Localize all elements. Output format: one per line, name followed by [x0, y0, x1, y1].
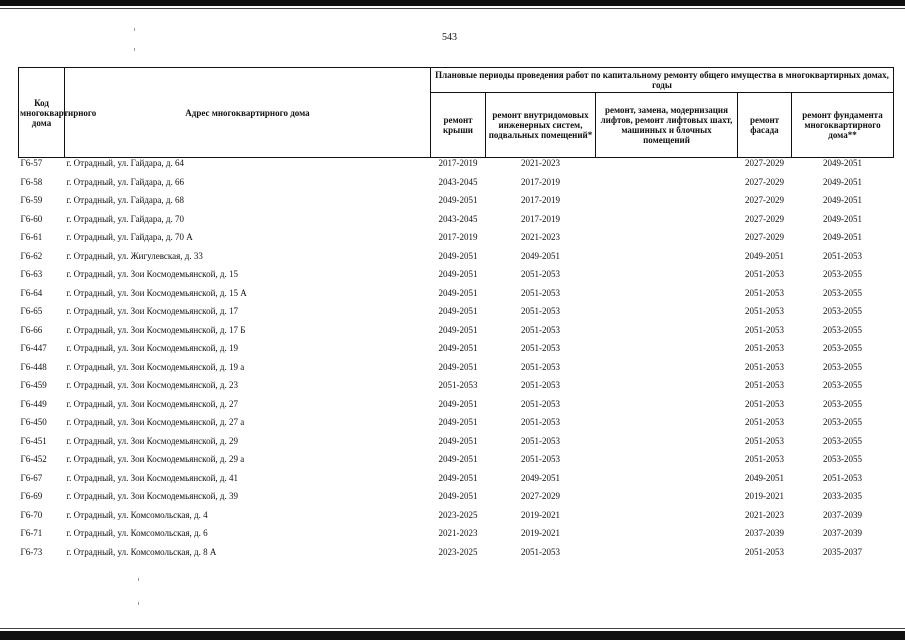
cell-code: Г6-459 — [20, 380, 47, 390]
top-border — [0, 0, 905, 6]
header-periods: Плановые периоды проведения работ по капитальному ремонту общего имущества в многоквартирных домах, годы — [431, 68, 894, 93]
table-row — [19, 251, 894, 270]
cell-address: г. Отрадный, ул. Гайдара, д. 66 — [66, 176, 185, 187]
cell-elevators — [596, 232, 738, 251]
scan-speck — [138, 578, 139, 581]
cell-elevators — [596, 343, 738, 362]
cell-elevators — [596, 306, 738, 325]
cell-engineering: 2051-2053 — [521, 324, 560, 335]
cell-code: Г6-448 — [20, 361, 47, 372]
cell-roof: 2049-2051 — [438, 306, 478, 316]
repair-schedule-table — [18, 67, 894, 565]
cell-facade: 2051-2053 — [745, 306, 784, 316]
cell-foundation: 2053-2055 — [823, 361, 862, 372]
cell-facade: 2051-2053 — [745, 454, 784, 464]
cell-facade: 2027-2029 — [745, 232, 784, 242]
cell-foundation: 2053-2055 — [823, 398, 862, 409]
cell-facade: 2051-2053 — [745, 380, 784, 390]
table-row — [19, 343, 894, 362]
table-row — [19, 288, 894, 307]
cell-foundation: 2051-2053 — [823, 472, 862, 483]
cell-address: г. Отрадный, ул. Гайдара, д. 64 — [66, 158, 185, 168]
cell-address: г. Отрадный, ул. Зои Космодемьянской, д. 15 — [66, 269, 238, 279]
cell-facade: 2021-2023 — [745, 509, 784, 520]
cell-elevators — [596, 399, 738, 418]
cell-facade: 2051-2053 — [745, 398, 784, 409]
cell-code: Г6-70 — [20, 509, 43, 520]
cell-engineering: 2051-2053 — [521, 269, 560, 279]
cell-roof: 2049-2051 — [438, 454, 478, 464]
header-engineering: ремонт внутридомовых инженерных систем, подвальных помещений* — [486, 93, 596, 158]
cell-foundation: 2049-2051 — [823, 176, 862, 187]
cell-address: г. Отрадный, ул. Зои Космодемьянской, д. 27 а — [66, 417, 245, 427]
cell-foundation: 2053-2055 — [823, 287, 862, 298]
cell-roof: 2049-2051 — [438, 324, 478, 335]
cell-elevators — [596, 436, 738, 455]
cell-address: г. Отрадный, ул. Зои Космодемьянской, д. 23 — [66, 380, 238, 390]
cell-engineering: 2051-2053 — [521, 546, 560, 557]
scan-speck — [134, 48, 135, 51]
table-row — [19, 399, 894, 418]
cell-engineering: 2049-2051 — [521, 472, 560, 483]
cell-facade: 2027-2029 — [745, 213, 784, 224]
header-elevators: ремонт, замена, модернизация лифтов, ремонт лифтовых шахт, машинных и блочных помещений — [596, 93, 738, 158]
cell-address: г. Отрадный, ул. Зои Космодемьянской, д. 19 — [66, 343, 238, 353]
cell-engineering: 2051-2053 — [521, 343, 560, 353]
cell-facade: 2051-2053 — [745, 324, 784, 335]
cell-foundation: 2051-2053 — [823, 250, 862, 261]
cell-address: г. Отрадный, ул. Зои Космодемьянской, д. 29 а — [66, 454, 245, 464]
cell-elevators — [596, 325, 738, 344]
cell-code: Г6-61 — [20, 232, 43, 242]
cell-address: г. Отрадный, ул. Зои Космодемьянской, д. 39 — [66, 491, 238, 501]
cell-foundation: 2049-2051 — [823, 232, 862, 242]
cell-code: Г6-69 — [20, 491, 43, 501]
table-row — [19, 195, 894, 214]
cell-address: г. Отрадный, ул. Комсомольская, д. 6 — [66, 528, 208, 538]
cell-engineering: 2021-2023 — [521, 232, 560, 242]
cell-roof: 2051-2053 — [438, 380, 478, 390]
cell-foundation: 2049-2051 — [823, 158, 862, 168]
header-foundation: ремонт фундамента многоквартирного дома** — [792, 93, 894, 158]
table-row — [19, 417, 894, 436]
cell-address: г. Отрадный, ул. Зои Космодемьянской, д. 17 — [66, 306, 238, 316]
cell-elevators — [596, 417, 738, 436]
bottom-border — [0, 631, 905, 640]
cell-code: Г6-67 — [20, 472, 43, 483]
cell-address: г. Отрадный, ул. Зои Космодемьянской, д. 19 а — [66, 361, 245, 372]
cell-roof: 2017-2019 — [438, 232, 478, 242]
cell-address: г. Отрадный, ул. Комсомольская, д. 8 А — [66, 546, 217, 557]
cell-address: г. Отрадный, ул. Зои Космодемьянской, д. 17 Б — [66, 324, 246, 335]
cell-roof: 2043-2045 — [438, 213, 478, 224]
table-row — [19, 214, 894, 233]
cell-code: Г6-71 — [20, 528, 43, 538]
cell-roof: 2049-2051 — [438, 491, 478, 501]
cell-foundation: 2037-2039 — [823, 528, 862, 538]
cell-engineering: 2049-2051 — [521, 250, 560, 261]
cell-engineering: 2019-2021 — [521, 528, 560, 538]
cell-elevators — [596, 177, 738, 196]
cell-roof: 2023-2025 — [438, 546, 478, 557]
cell-engineering: 2017-2019 — [521, 195, 560, 205]
cell-roof: 2049-2051 — [438, 361, 478, 372]
cell-address: г. Отрадный, ул. Комсомольская, д. 4 — [66, 509, 208, 520]
cell-facade: 2027-2029 — [745, 176, 784, 187]
cell-facade: 2037-2039 — [745, 528, 784, 538]
cell-elevators — [596, 528, 738, 547]
cell-roof: 2023-2025 — [438, 509, 478, 520]
cell-code: Г6-452 — [20, 454, 47, 464]
cell-facade: 2027-2029 — [745, 158, 784, 168]
cell-engineering: 2027-2029 — [521, 491, 560, 501]
cell-address: г. Отрадный, ул. Зои Космодемьянской, д. 41 — [66, 472, 238, 483]
cell-address: г. Отрадный, ул. Жигулевская, д. 33 — [66, 250, 203, 261]
scan-speck — [134, 28, 135, 31]
cell-foundation: 2053-2055 — [823, 435, 862, 446]
cell-foundation: 2049-2051 — [823, 213, 862, 224]
cell-roof: 2043-2045 — [438, 176, 478, 187]
cell-code: Г6-58 — [20, 176, 43, 187]
cell-elevators — [596, 362, 738, 381]
cell-roof: 2049-2051 — [438, 398, 478, 409]
cell-roof: 2049-2051 — [438, 250, 478, 261]
cell-code: Г6-59 — [20, 195, 43, 205]
table-row — [19, 232, 894, 251]
header-code: Код многоквартирного дома — [19, 68, 65, 158]
cell-roof: 2049-2051 — [438, 343, 478, 353]
cell-engineering: 2021-2023 — [521, 158, 560, 168]
cell-facade: 2049-2051 — [745, 250, 784, 261]
cell-elevators — [596, 510, 738, 529]
cell-facade: 2051-2053 — [745, 417, 784, 427]
cell-facade: 2027-2029 — [745, 195, 784, 205]
table-row — [19, 510, 894, 529]
cell-roof: 2049-2051 — [438, 269, 478, 279]
cell-address: г. Отрадный, ул. Гайдара, д. 68 — [66, 195, 185, 205]
cell-address: г. Отрадный, ул. Зои Космодемьянской, д. 29 — [66, 435, 238, 446]
cell-engineering: 2051-2053 — [521, 454, 560, 464]
cell-facade: 2049-2051 — [745, 472, 784, 483]
bottom-border-thin — [0, 628, 905, 629]
cell-facade: 2051-2053 — [745, 435, 784, 446]
cell-code: Г6-447 — [20, 343, 47, 353]
cell-elevators — [596, 454, 738, 473]
cell-code: Г6-62 — [20, 250, 43, 261]
cell-facade: 2019-2021 — [745, 491, 784, 501]
cell-code: Г6-63 — [20, 269, 43, 279]
table-row — [19, 547, 894, 566]
table-row — [19, 473, 894, 492]
header-address: Адрес многоквартирного дома — [65, 68, 431, 158]
cell-code: Г6-451 — [20, 435, 47, 446]
cell-elevators — [596, 269, 738, 288]
table-row — [19, 528, 894, 547]
cell-engineering: 2051-2053 — [521, 287, 560, 298]
table-row — [19, 380, 894, 399]
cell-address: г. Отрадный, ул. Зои Космодемьянской, д. 27 — [66, 398, 238, 409]
cell-facade: 2051-2053 — [745, 269, 784, 279]
cell-engineering: 2017-2019 — [521, 176, 560, 187]
cell-facade: 2051-2053 — [745, 287, 784, 298]
cell-engineering: 2051-2053 — [521, 361, 560, 372]
cell-elevators — [596, 380, 738, 399]
cell-code: Г6-73 — [20, 546, 43, 557]
cell-engineering: 2019-2021 — [521, 509, 560, 520]
cell-foundation: 2053-2055 — [823, 306, 862, 316]
cell-facade: 2051-2053 — [745, 361, 784, 372]
cell-elevators — [596, 195, 738, 214]
cell-code: Г6-64 — [20, 287, 43, 298]
cell-roof: 2017-2019 — [438, 158, 478, 168]
cell-roof: 2049-2051 — [438, 435, 478, 446]
cell-code: Г6-57 — [20, 158, 43, 168]
cell-foundation: 2053-2055 — [823, 269, 862, 279]
cell-foundation: 2053-2055 — [823, 343, 862, 353]
cell-roof: 2021-2023 — [438, 528, 478, 538]
cell-engineering: 2051-2053 — [521, 417, 560, 427]
cell-foundation: 2053-2055 — [823, 380, 862, 390]
cell-foundation: 2035-2037 — [823, 546, 862, 557]
cell-elevators — [596, 158, 738, 177]
cell-elevators — [596, 547, 738, 566]
header-roof: ремонт крыши — [431, 93, 486, 158]
cell-foundation: 2053-2055 — [823, 324, 862, 335]
table-row — [19, 306, 894, 325]
cell-foundation: 2037-2039 — [823, 509, 862, 520]
table-row — [19, 436, 894, 455]
cell-foundation: 2053-2055 — [823, 454, 862, 464]
top-border-thin — [0, 8, 905, 9]
cell-foundation: 2033-2035 — [823, 491, 862, 501]
cell-foundation: 2049-2051 — [823, 195, 862, 205]
cell-code: Г6-60 — [20, 213, 43, 224]
cell-elevators — [596, 288, 738, 307]
cell-elevators — [596, 251, 738, 270]
page-number: 543 — [442, 32, 457, 43]
cell-engineering: 2017-2019 — [521, 213, 560, 224]
cell-engineering: 2051-2053 — [521, 435, 560, 446]
cell-code: Г6-66 — [20, 324, 43, 335]
cell-roof: 2049-2051 — [438, 287, 478, 298]
cell-code: Г6-450 — [20, 417, 47, 427]
cell-code: Г6-449 — [20, 398, 47, 409]
table-row — [19, 325, 894, 344]
cell-facade: 2051-2053 — [745, 343, 784, 353]
header-facade: ремонт фасада — [738, 93, 792, 158]
cell-roof: 2049-2051 — [438, 472, 478, 483]
cell-engineering: 2051-2053 — [521, 398, 560, 409]
cell-code: Г6-65 — [20, 306, 43, 316]
cell-elevators — [596, 473, 738, 492]
cell-facade: 2051-2053 — [745, 546, 784, 557]
cell-engineering: 2051-2053 — [521, 306, 560, 316]
cell-engineering: 2051-2053 — [521, 380, 560, 390]
table-row — [19, 362, 894, 381]
cell-elevators — [596, 491, 738, 510]
table-row — [19, 158, 894, 177]
cell-foundation: 2053-2055 — [823, 417, 862, 427]
table-row — [19, 269, 894, 288]
cell-elevators — [596, 214, 738, 233]
cell-roof: 2049-2051 — [438, 417, 478, 427]
cell-address: г. Отрадный, ул. Зои Космодемьянской, д. 15 А — [66, 287, 247, 298]
cell-roof: 2049-2051 — [438, 195, 478, 205]
scan-speck — [138, 602, 139, 605]
table-row — [19, 491, 894, 510]
cell-address: г. Отрадный, ул. Гайдара, д. 70 А — [66, 232, 193, 242]
table-row — [19, 177, 894, 196]
table-row — [19, 454, 894, 473]
cell-address: г. Отрадный, ул. Гайдара, д. 70 — [66, 213, 185, 224]
